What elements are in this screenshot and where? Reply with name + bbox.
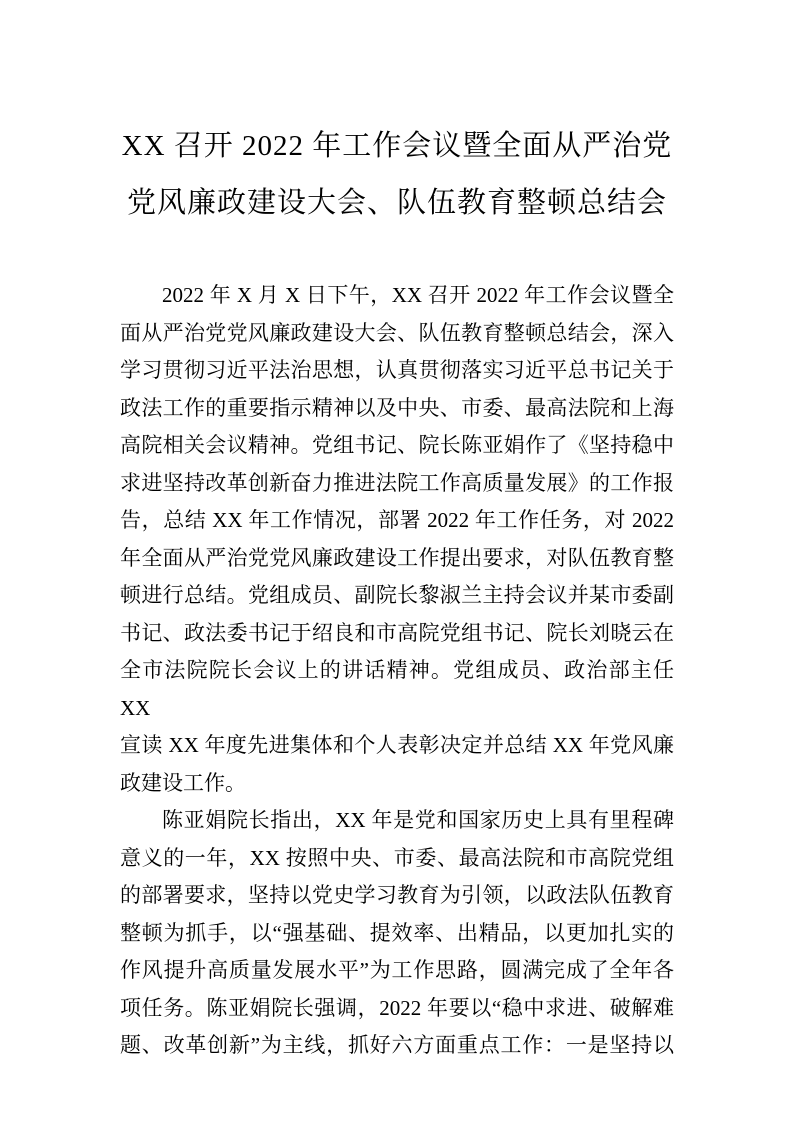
text-line: 意义的一年，XX 按照中央、市委、最高法院和市高院党组 [120,845,674,870]
text-line: 学习贯彻习近平法治思想，认真贯彻落实习近平总书记关于 [120,358,674,382]
text-line: 陈亚娟院长指出，XX 年是党和国家历史上具有里程碑 [162,808,674,832]
text-line: 作风提升高质量发展水平”为工作思路，圆满完成了全年各 [120,958,674,982]
text-line: 全市法院院长会议上的讲话精神。党组成员、政治部主任XX [120,658,674,720]
text-line: 的部署要求，坚持以党史学习教育为引领，以政法队伍教育 [120,883,674,907]
text-line: 年全面从严治党党风廉政建设工作提出要求，对队伍教育整 [120,545,674,570]
text-line: 2022 年 X 月 X 日下午，XX 召开 2022 年工作会议暨全 [162,283,674,307]
text-line: 项任务。陈亚娟院长强调，2022 年要以“稳中求进、破解难 [120,995,674,1020]
text-line: 书记、政法委书记于绍良和市高院党组书记、院长刘晓云在 [120,620,674,645]
text-line: 宣读 XX 年度先进集体和个人表彰决定并总结 XX 年党风廉 [120,733,674,757]
text-line: 政建设工作。 [120,770,246,795]
text-line: 高院相关会议精神。党组书记、院长陈亚娟作了《坚持稳中 [120,433,674,457]
paragraph [120,277,674,802]
document-title [120,118,674,232]
paragraph [120,802,674,1065]
text-line: 题、改革创新”为主线，抓好六方面重点工作：一是坚持以 [120,1033,674,1057]
text-line: 面从严治党党风廉政建设大会、队伍教育整顿总结会，深入 [120,320,674,345]
text-line: 告，总结 XX 年工作情况，部署 2022 年工作任务，对 2022 [120,508,674,532]
title-line-1: XX 召开 2022 年工作会议暨全面从严治党 [121,130,673,162]
document-body [120,277,674,1065]
text-line: 求进坚持改革创新奋力推进法院工作高质量发展》的工作报 [120,470,674,495]
text-line: 整顿为抓手，以“强基础、提效率、出精品，以更加扎实的 [120,920,674,945]
title-line-2: 党风廉政建设大会、队伍教育整顿总结会 [126,187,667,219]
text-line: 政法工作的重要指示精神以及中央、市委、最高法院和上海 [120,395,674,420]
text-line: 顿进行总结。党组成员、副院长黎淑兰主持会议并某市委副 [120,583,674,607]
